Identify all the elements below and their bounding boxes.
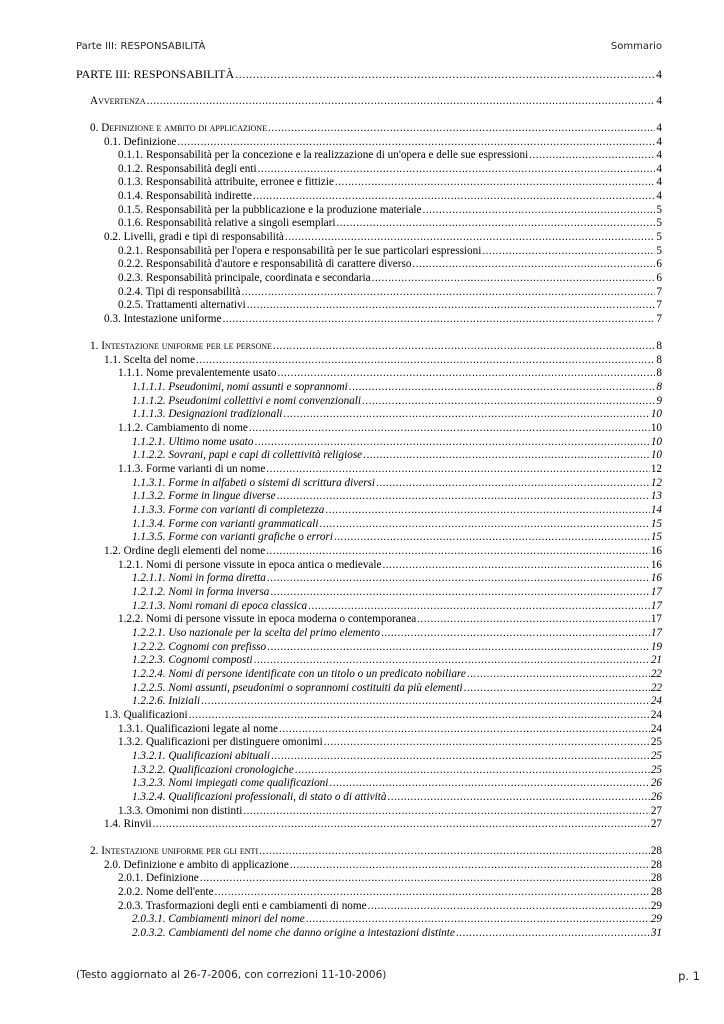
toc-entry[interactable]: 1.2.2.4. Nomi di persone identificate con un titolo o un predicato nobiliare ..... 22 bbox=[132, 668, 662, 682]
toc-entry[interactable]: 2.0.3.2. Cambiamenti del nome che danno origine a intestazioni distinte ..... 31 bbox=[132, 927, 662, 941]
running-header-title: Parte III: RESPONSABILITÀ bbox=[76, 41, 206, 52]
toc-entry[interactable]: 2.0. Definizione e ambito di applicazione ..... 28 bbox=[104, 859, 662, 873]
toc-entry[interactable]: 2.0.2. Nome dell'ente ..... 28 bbox=[118, 886, 662, 900]
toc-entry[interactable]: 0.1.2. Responsabilità degli enti ..... 4 bbox=[118, 163, 662, 177]
toc-entry[interactable]: 1.1.2.2. Sovrani, papi e capi di collettività religiose ..... 10 bbox=[132, 449, 662, 463]
toc-entry[interactable]: 1.2.1. Nomi di persone vissute in epoca antica o medievale ..... 16 bbox=[118, 559, 662, 573]
toc-entry[interactable]: 0.3. Intestazione uniforme ..... 7 bbox=[104, 313, 662, 327]
toc-entry[interactable]: 1.2.2.6. Iniziali ..... 24 bbox=[132, 695, 662, 709]
toc-entry[interactable]: 0.1. Definizione ..... 4 bbox=[104, 136, 662, 150]
toc-entry[interactable]: 1.1.1.3. Designazioni tradizionali ..... 10 bbox=[132, 408, 662, 422]
toc-entry[interactable]: 0.2.4. Tipi di responsabilità ..... 7 bbox=[118, 286, 662, 300]
toc-entry[interactable]: 1.2.2.2. Cognomi con prefisso ..... 19 bbox=[132, 641, 662, 655]
toc-entry[interactable]: 1.2.1.2. Nomi in forma inversa ..... 17 bbox=[132, 586, 662, 600]
toc-entry[interactable]: 1.1.3. Forme varianti di un nome ..... 12 bbox=[118, 463, 662, 477]
toc-entry[interactable]: 1.3.2.4. Qualificazioni professionali, di stato o di attività ..... 26 bbox=[132, 791, 662, 805]
toc-entry[interactable]: 1.3.3. Omonimi non distinti ..... 27 bbox=[118, 805, 662, 819]
toc-entry[interactable]: 1.1.1.1. Pseudonimi, nomi assunti e soprannomi ..... 8 bbox=[132, 381, 662, 395]
toc-entry[interactable]: 0.2. Livelli, gradi e tipi di responsabilità ..... 5 bbox=[104, 231, 662, 245]
toc-entry[interactable]: 1.1.3.3. Forme con varianti di completezza ..... 14 bbox=[132, 504, 662, 518]
toc-entry[interactable]: 1.1. Scelta del nome ..... 8 bbox=[104, 354, 662, 368]
toc-entry[interactable]: 1.3. Qualificazioni ..... 24 bbox=[104, 709, 662, 723]
toc-entry[interactable]: 0.1.4. Responsabilità indirette ..... 4 bbox=[118, 190, 662, 204]
toc-entry[interactable]: 1.2.2.1. Uso nazionale per la scelta del primo elemento ..... 17 bbox=[132, 627, 662, 641]
toc-entry[interactable]: Avvertenza ..... 4 bbox=[90, 95, 662, 109]
toc-entry[interactable]: 0.1.6. Responsabilità relative a singoli esemplari ..... 5 bbox=[118, 217, 662, 231]
toc-entry[interactable]: 0.1.1. Responsabilità per la concezione e la realizzazione di un'opera e delle sue espressioni ..... 4 bbox=[118, 149, 662, 163]
toc-entry[interactable]: 0.2.3. Responsabilità principale, coordinata e secondaria ..... 6 bbox=[118, 272, 662, 286]
toc-entry[interactable]: 1.2.2.3. Cognomi composti ..... 21 bbox=[132, 654, 662, 668]
toc-entry[interactable]: 0.2.2. Responsabilità d'autore e responsabilità di carattere diverso ..... 6 bbox=[118, 258, 662, 272]
toc-entry[interactable]: 1.3.2.1. Qualificazioni abituali ..... 25 bbox=[132, 750, 662, 764]
toc-entry[interactable]: 1.1.1. Nome prevalentemente usato ..... 8 bbox=[118, 367, 662, 381]
toc-entry[interactable]: 1.1.3.1. Forme in alfabeti o sistemi di scrittura diversi ..... 12 bbox=[132, 477, 662, 491]
toc-entry[interactable]: 1.1.3.5. Forme con varianti grafiche o errori ..... 15 bbox=[132, 531, 662, 545]
toc-entry[interactable]: 2.0.3.1. Cambiamenti minori del nome ..... 29 bbox=[132, 913, 662, 927]
toc-entry[interactable]: 1.1.1.2. Pseudonimi collettivi e nomi convenzionali ..... 9 bbox=[132, 395, 662, 409]
toc-entry[interactable]: 0.1.5. Responsabilità per la pubblicazione e la produzione materiale ..... 5 bbox=[118, 204, 662, 218]
toc-entry[interactable]: 1.1.3.4. Forme con varianti grammaticali ..... 15 bbox=[132, 518, 662, 532]
toc-entry[interactable]: 1.2.2. Nomi di persone vissute in epoca moderna o contemporanea ..... 17 bbox=[118, 613, 662, 627]
toc-entry[interactable]: 1.3.1. Qualificazioni legate al nome ..... 24 bbox=[118, 723, 662, 737]
toc-entry[interactable]: 1.2.2.5. Nomi assunti, pseudonimi o soprannomi costituiti da più elementi ..... 22 bbox=[132, 682, 662, 696]
toc-entry[interactable]: 1.4. Rinvii ..... 27 bbox=[104, 818, 662, 832]
toc-entry[interactable]: PARTE III: RESPONSABILITÀ ..... 4 bbox=[76, 68, 662, 82]
toc-entry[interactable]: 1.1.3.2. Forme in lingue diverse ..... 13 bbox=[132, 490, 662, 504]
toc-entry[interactable]: 1.1.2.1. Ultimo nome usato ..... 10 bbox=[132, 436, 662, 450]
toc-entry[interactable]: 0.1.3. Responsabilità attribuite, erronee e fittizie ..... 4 bbox=[118, 176, 662, 190]
page-number: p. 1 bbox=[678, 969, 700, 983]
toc-entry[interactable]: 1. Intestazione uniforme per le persone ..... 8 bbox=[90, 340, 662, 354]
toc-entry[interactable]: 1.3.2. Qualificazioni per distinguere omonimi ..... 25 bbox=[118, 736, 662, 750]
toc-entry[interactable]: 0.2.1. Responsabilità per l'opera e responsabilità per le sue particolari espressioni ..... 5 bbox=[118, 245, 662, 259]
toc-entry[interactable]: 1.2.1.3. Nomi romani di epoca classica ..... 17 bbox=[132, 600, 662, 614]
footer-revision-note: (Testo aggiornato al 26-7-2006, con correzioni 11-10-2006) bbox=[76, 969, 387, 981]
toc-entry[interactable]: 1.3.2.3. Nomi impiegati come qualificazioni ..... 26 bbox=[132, 777, 662, 791]
toc-entry[interactable]: 1.2.1.1. Nomi in forma diretta ..... 16 bbox=[132, 572, 662, 586]
toc-entry[interactable]: 1.1.2. Cambiamento di nome ..... 10 bbox=[118, 422, 662, 436]
toc-entry[interactable]: 2. Intestazione uniforme per gli enti ..... 28 bbox=[90, 845, 662, 859]
toc-entry[interactable]: 1.2. Ordine degli elementi del nome ..... 16 bbox=[104, 545, 662, 559]
toc-entry[interactable]: 0.2.5. Trattamenti alternativi ..... 7 bbox=[118, 299, 662, 313]
running-header-section: Sommario bbox=[610, 41, 662, 52]
toc-entry[interactable]: 2.0.3. Trasformazioni degli enti e cambiamenti di nome ..... 29 bbox=[118, 900, 662, 914]
toc-entry[interactable]: 0. Definizione e ambito di applicazione ..... 4 bbox=[90, 122, 662, 136]
toc-entry[interactable]: 2.0.1. Definizione ..... 28 bbox=[118, 872, 662, 886]
toc-entry[interactable]: 1.3.2.2. Qualificazioni cronologiche ..... 25 bbox=[132, 764, 662, 778]
